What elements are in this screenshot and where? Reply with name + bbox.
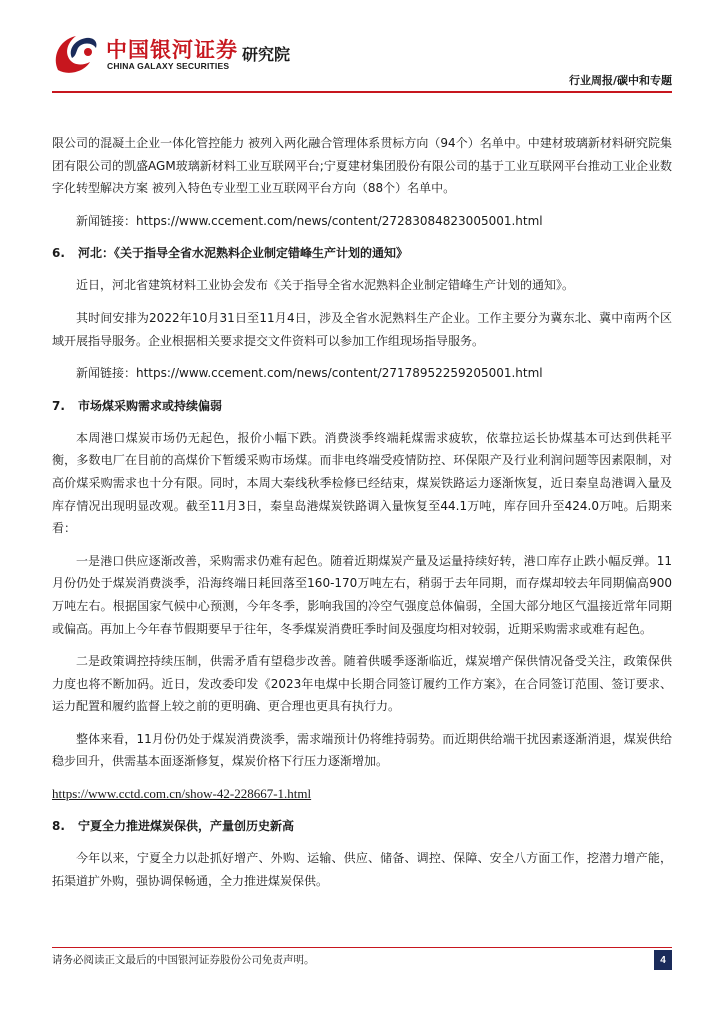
section-number: 7. <box>52 398 65 413</box>
section-number: 8. <box>52 819 65 834</box>
report-type-label: 行业周报/碳中和专题 <box>568 74 672 87</box>
source-link[interactable]: https://www.cctd.com.cn/show-42-228667-1.html <box>52 786 312 802</box>
news-link[interactable]: 新闻链接：https://www.ccement.com/news/content/27178952259205001.html <box>76 366 543 381</box>
brand-name-cn: 中国银河证券 <box>106 38 238 62</box>
section-title: 市场煤采购需求或持续偏弱 <box>78 398 223 413</box>
page-number: 4 <box>654 950 672 970</box>
section-heading-8 <box>52 815 672 837</box>
brand-name-en: CHINA GALAXY SECURITIES <box>107 61 230 71</box>
news-link[interactable]: 新闻链接：https://www.ccement.com/news/content/27283084823005001.html <box>76 213 543 228</box>
footer-divider <box>52 947 672 948</box>
section-title: 河北：《关于指导全省水泥熟料企业制定错峰生产计划的通知》 <box>78 246 409 261</box>
section-heading-7 <box>52 395 672 417</box>
disclaimer-note: 请务必阅读正文最后的中国银河证券股份公司免责声明。 <box>52 954 315 966</box>
paragraph: 限公司的混凝土企业一体化管控能力 被列入两化融合管理体系贯标方向（94个）名单中。中建材玻璃新材料研究院集团有限公司的凯盛AGM玻璃新材料工业互联网平台;宁夏建材集团股份有限公司的基于工业互联网平台推动工业企业数字化转型解决方案 被列入特色专业型工业互联网平台方向（88个）名单中。 <box>52 136 672 196</box>
paragraph: 近日，河北省建筑材料工业协会发布《关于指导全省水泥熟料企业制定错峰生产计划的通知》。 <box>76 278 575 293</box>
paragraph: 一是港口供应逐渐改善，采购需求仍难有起色。随着近期煤炭产量及运量持续好转，港口库存止跌小幅反弹。11月份仍处于煤炭消费淡季，沿海终端日耗回落至160-170万吨左右，稍弱于去年同期，而存煤却较去年同期偏高900万吨左右。根据国家气候中心预测，今年冬季，影响我国的冷空气强度总体偏弱，全国大部分地区气温接近常年同期或偏高。再加上今年春节假期要早于往年，冬季煤炭消费旺季时间及强度均相对较弱，近期采购需求或难有起色。 <box>52 553 672 636</box>
section-heading-6 <box>52 242 672 264</box>
institute-label: 研究院 <box>242 45 291 64</box>
paragraph: 今年以来，宁夏全力以赴抓好增产、外购、运输、供应、储备、调控、保障、安全八方面工作，挖潜力增产能，拓渠道扩外购，强协调保畅通，全力推进煤炭保供。 <box>52 851 672 888</box>
paragraph: 本周港口煤炭市场仍无起色，报价小幅下跌。消费淡季终端耗煤需求疲软，依靠拉运长协煤基本可达到供耗平衡，多数电厂在目前的高煤价下暂缓采购市场煤。而非电终端受疫情防控、环保限产及行业利润问题等因素限制，对高价煤采购需求也十分有限。同时，本周大秦线秋季检修已经结束，煤炭铁路运力逐渐恢复，近日秦皇岛港调入量及库存情况出现明显改观。截至11月3日，秦皇岛港煤炭铁路调入量恢复至44.1万吨，库存回升至424.0万吨。后期来看： <box>52 430 672 536</box>
page-header <box>0 0 724 92</box>
header-divider <box>52 91 672 93</box>
section-number: 6. <box>52 246 65 261</box>
report-body <box>52 132 672 902</box>
section-title: 宁夏全力推进煤炭保供，产量创历史新高 <box>78 819 295 834</box>
paragraph: 二是政策调控持续压制，供需矛盾有望稳步改善。随着供暖季逐渐临近，煤炭增产保供情况备受关注，政策保供力度也将不断加码。近日，发改委印发《2023年电煤中长期合同签订履约工作方案》，在合同签订范围、签订要求、运力配置和履约监督上较之前的更明确、更合理也更具有执行力。 <box>52 654 672 714</box>
galaxy-logo-icon <box>50 30 100 76</box>
paragraph: 整体来看，11月份仍处于煤炭消费淡季，需求端预计仍将维持弱势。而近期供给端干扰因素逐渐消退，煤炭供给稳步回升，供需基本面逐渐修复，煤炭价格下行压力逐渐增加。 <box>52 731 672 769</box>
paragraph: 其时间安排为2022年10月31日至11月4日，涉及全省水泥熟料生产企业。工作主要分为冀东北、冀中南两个区域开展指导服务。企业根据相关要求提交文件资料可以参加工作组现场指导服务。 <box>52 310 672 348</box>
